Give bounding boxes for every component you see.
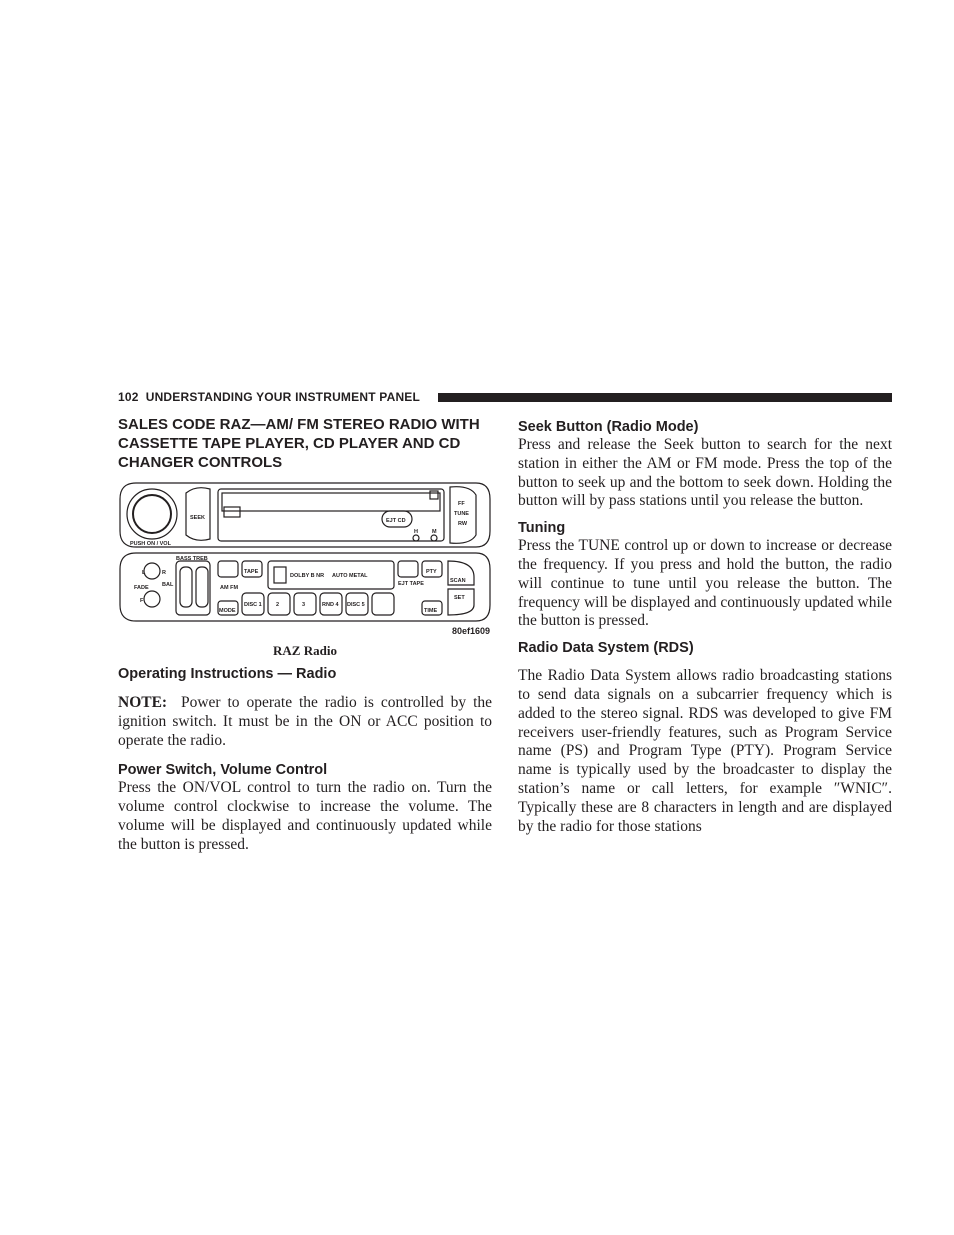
- page-header: [118, 389, 892, 405]
- label-seek: SEEK: [190, 515, 205, 521]
- label-auto-metal: AUTO METAL: [332, 573, 368, 579]
- label-pty: PTY: [426, 569, 437, 575]
- tuning-heading: Tuning: [518, 520, 566, 537]
- label-dolby: DOLBY B NR: [290, 573, 325, 579]
- label-disc5: DISC 5: [347, 602, 365, 608]
- label-m: M: [432, 529, 437, 535]
- rds-heading: Radio Data System (RDS): [518, 640, 694, 657]
- label-2: 2: [276, 602, 280, 608]
- note-text: Power to operate the radio is controlled by the ignition switch. It must be in the ON or ACC position to operate the radio.: [118, 694, 493, 749]
- rds-text: The Radio Data System allows radio broadcasting stations to send data signals on a subcarrier frequency which is added to the stereo signal. RDS was developed to give FM receivers user-friendly features, such as Program Service name (PS) and Program Type (PTY). Program Service name is typically used by the broadcaster to display the station’s name or call letters, for example ″WNIC″. Typically these are 8 characters in length and are displayed by the radio for those stations: [518, 667, 892, 835]
- header-rule: [438, 393, 892, 402]
- main-heading: SALES CODE RAZ—AM/ FM STEREO RADIO WITH CASSETTE TAPE PLAYER, CD PLAYER AND CD CHANGER CONTROLS: [118, 416, 480, 471]
- seek-text: Press and release the Seek button to search for the next station in either the AM or FM mode. Press the top of the button to seek up and the bottom to seek down. Holding the button will by pass stations until you release the button.: [518, 436, 892, 510]
- label-scan: SCAN: [450, 578, 466, 584]
- page-number: 102: [118, 390, 139, 404]
- label-tape: TAPE: [244, 569, 259, 575]
- label-rnd4: RND 4: [322, 602, 339, 608]
- operating-heading: Operating Instructions — Radio: [118, 666, 337, 682]
- radio-figure: [118, 481, 492, 641]
- figure-id: 80ef1609: [451, 626, 490, 636]
- label-am-fm: AM FM: [220, 585, 239, 591]
- label-3: 3: [302, 602, 306, 608]
- label-ejt-cd: EJT CD: [386, 518, 406, 524]
- raz-radio-illustration: [118, 481, 492, 641]
- power-text: Press the ON/VOL control to turn the radio on. Turn the volume control clockwise to increase the volume. The volume will be displayed and continuously updated while the button is pressed.: [118, 779, 492, 853]
- label-rw: RW: [458, 521, 468, 527]
- label-ejt-tape: EJT TAPE: [398, 581, 424, 587]
- label-h: H: [414, 529, 418, 535]
- label-time: TIME: [424, 608, 438, 614]
- label-l: L: [142, 570, 146, 576]
- label-disc1: DISC 1: [244, 602, 262, 608]
- seek-heading: Seek Button (Radio Mode): [518, 419, 699, 435]
- left-column: [118, 415, 492, 855]
- power-heading: Power Switch, Volume Control: [118, 762, 328, 779]
- label-ff: FF: [458, 501, 465, 507]
- note-paragraph: [118, 694, 492, 750]
- label-bal: BAL: [162, 582, 174, 588]
- tuning-text: Press the TUNE control up or down to increase or decrease the frequency. If you press and hold the button, the radio will continue to tune until you release the button. The frequency will be displayed and continuously updated while the button is pressed.: [518, 537, 892, 630]
- right-column: [518, 415, 892, 836]
- label-bass-treb: BASS TREB: [176, 556, 208, 562]
- figure-caption: RAZ Radio: [273, 643, 337, 658]
- header-text: [118, 389, 420, 405]
- note-label: NOTE:: [118, 694, 168, 711]
- label-push-on-vol: PUSH ON / VOL: [130, 541, 171, 547]
- label-mode: MODE: [219, 608, 236, 614]
- section-title: UNDERSTANDING YOUR INSTRUMENT PANEL: [145, 390, 421, 404]
- label-set: SET: [454, 595, 465, 601]
- label-tune: TUNE: [454, 511, 469, 517]
- label-f: F: [140, 598, 144, 604]
- label-fade: FADE: [134, 585, 149, 591]
- label-r: R: [162, 570, 166, 576]
